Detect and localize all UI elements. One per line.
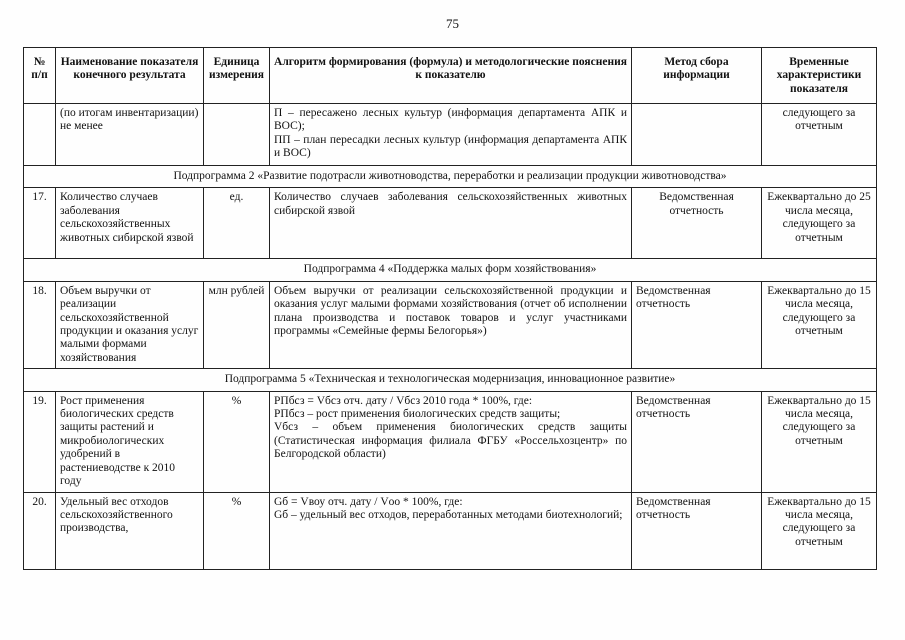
subprogram-row	[24, 259, 877, 281]
page-number: 75	[446, 16, 459, 31]
row-17-method: Ведомственная отчетность	[632, 188, 762, 259]
row-cont-name: (по итогам инвентаризации) не менее	[56, 104, 204, 166]
row-20-name: Удельный вес отходов сельскохозяйственного производства,	[56, 492, 204, 569]
row-19-algorithm: РПбсз = Vбсз отч. дату / Vбсз 2010 года * 100%, где: РПбсз – рост применения биологических средств защиты; Vбсз – объем применения биологических средств защиты (Статистическая информация филиала ФГБУ «Россельхозцентр» по Белгородской области)	[270, 391, 632, 492]
subprogram-row	[24, 369, 877, 391]
row-17-name: Количество случаев заболевания сельскохозяйственных животных сибирской язвой	[56, 188, 204, 259]
row-20-time: Ежеквартально до 15 числа месяца, следующего за отчетным	[762, 492, 877, 569]
row-cont-time: следующего за отчетным	[762, 104, 877, 166]
row-20-unit: %	[204, 492, 270, 569]
row-18-name: Объем выручки от реализации сельскохозяйственной продукции и оказания услуг малыми формами хозяйствования	[56, 281, 204, 368]
row-19-method: Ведомственная отчетность	[632, 391, 762, 492]
table-row	[24, 391, 877, 492]
subprogram-4-title: Подпрограмма 4 «Поддержка малых форм хозяйствования»	[24, 259, 877, 281]
row-20-algorithm: Gб = Vвоу отч. дату / Vоо * 100%, где: Gб – удельный вес отходов, переработанных методами биотехнологий;	[270, 492, 632, 569]
subprogram-2-title: Подпрограмма 2 «Развитие подотрасли животноводства, переработки и реализации продукции животноводства»	[24, 166, 877, 188]
row-20-num: 20.	[24, 492, 56, 569]
row-17-unit: ед.	[204, 188, 270, 259]
table-row	[24, 281, 877, 368]
header-num: № п/п	[24, 48, 56, 104]
row-19-time: Ежеквартально до 15 числа месяца, следующего за отчетным	[762, 391, 877, 492]
row-18-num: 18.	[24, 281, 56, 368]
header-unit: Единица измерения	[204, 48, 270, 104]
row-17-time: Ежеквартально до 25 числа месяца, следующего за отчетным	[762, 188, 877, 259]
table-row	[24, 104, 877, 166]
row-18-algorithm: Объем выручки от реализации сельскохозяйственной продукции и оказания услуг малыми формами хозяйствования (отчет об исполнении плана производства и поставок товаров и услуг участниками программы «Семейные фермы Белогорья»)	[270, 281, 632, 368]
header-time: Временные характеристики показателя	[762, 48, 877, 104]
row-18-method: Ведомственная отчетность	[632, 281, 762, 368]
table-header-row	[24, 48, 877, 104]
row-cont-algorithm: П – пересажено лесных культур (информация департамента АПК и ВОС); ПП – план пересадки лесных культур (информация департамента АПК и ВОС)	[270, 104, 632, 166]
row-18-unit: млн рублей	[204, 281, 270, 368]
header-algorithm: Алгоритм формирования (формула) и методологические пояснения к показателю	[270, 48, 632, 104]
row-17-algorithm: Количество случаев заболевания сельскохозяйственных животных сибирской язвой	[270, 188, 632, 259]
row-17-num: 17.	[24, 188, 56, 259]
row-19-num: 19.	[24, 391, 56, 492]
indicators-table	[23, 47, 877, 570]
table-row	[24, 492, 877, 569]
subprogram-5-title: Подпрограмма 5 «Техническая и технологическая модернизация, инновационное развитие»	[24, 369, 877, 391]
row-19-unit: %	[204, 391, 270, 492]
row-18-time: Ежеквартально до 15 числа месяца, следующего за отчетным	[762, 281, 877, 368]
table-row	[24, 188, 877, 259]
row-19-name: Рост применения биологических средств защиты растений и микробиологических удобрений в растениеводстве к 2010 году	[56, 391, 204, 492]
row-20-method: Ведомственная отчетность	[632, 492, 762, 569]
header-method: Метод сбора информации	[632, 48, 762, 104]
subprogram-row	[24, 166, 877, 188]
header-name: Наименование показателя конечного результата	[56, 48, 204, 104]
